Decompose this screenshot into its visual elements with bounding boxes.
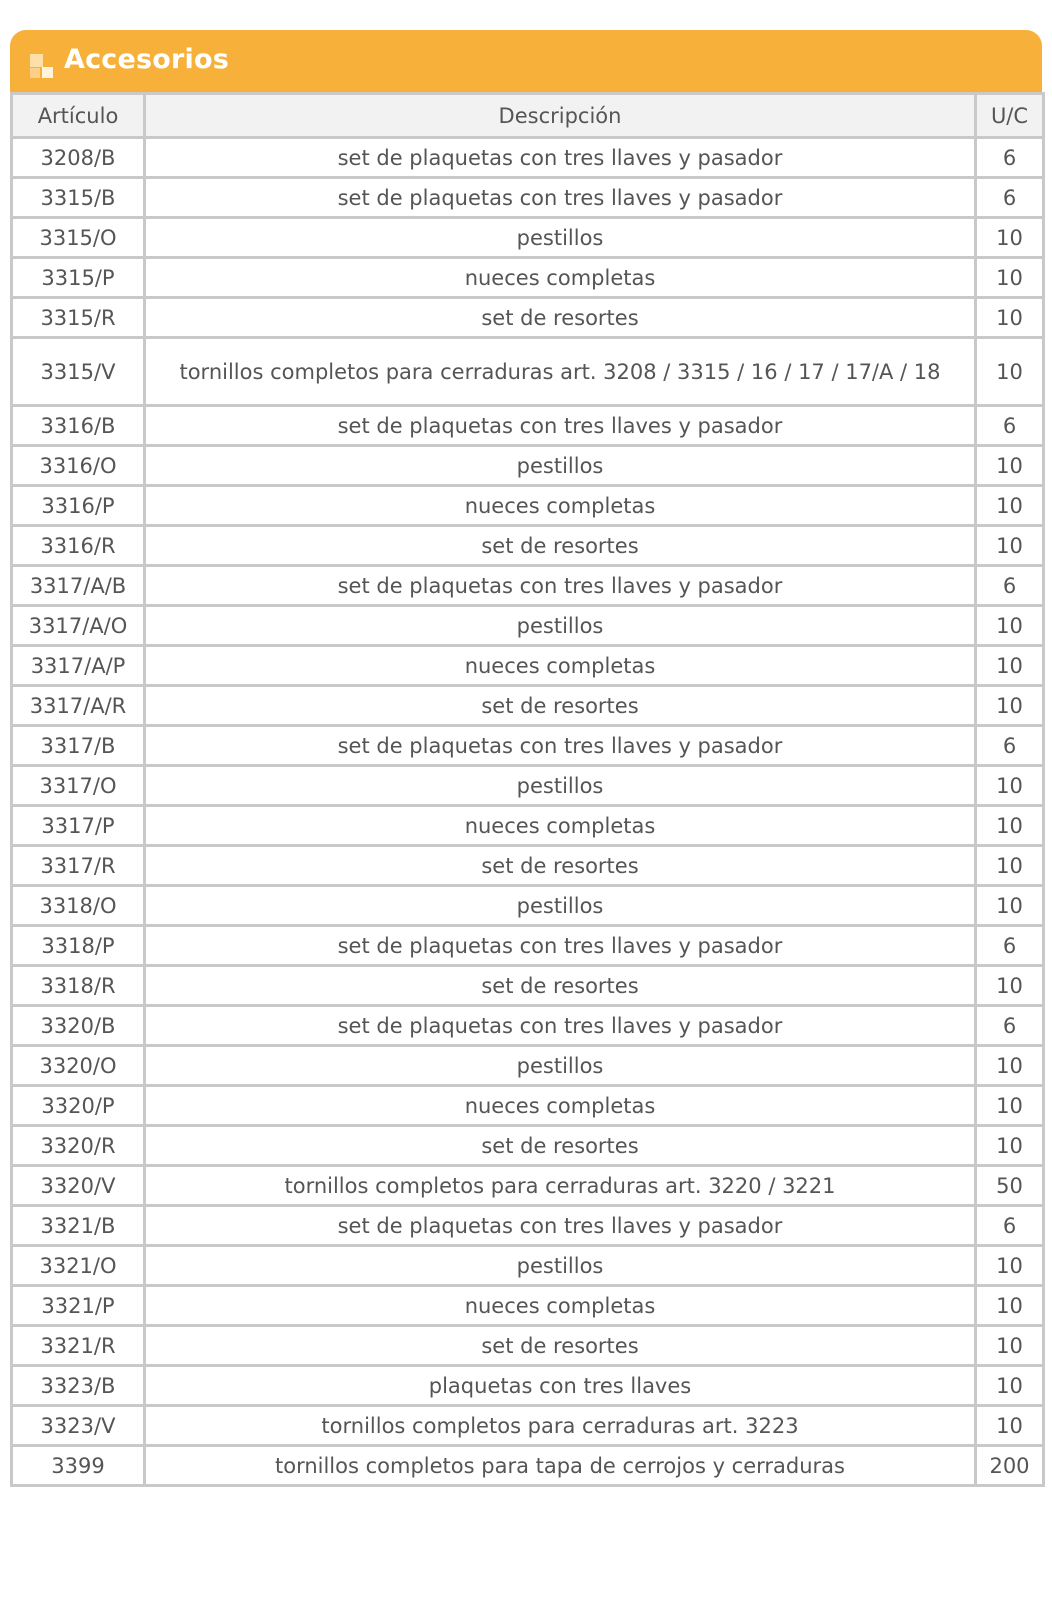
cell-articulo: 3315/B: [12, 178, 145, 218]
cell-articulo: 3208/B: [12, 138, 145, 178]
cell-articulo: 3316/P: [12, 486, 145, 526]
cell-articulo: 3320/B: [12, 1006, 145, 1046]
cell-articulo: 3321/B: [12, 1206, 145, 1246]
cell-uc: 6: [976, 926, 1044, 966]
table-row: [12, 1086, 1044, 1126]
cell-uc: 6: [976, 406, 1044, 446]
cell-articulo: 3318/R: [12, 966, 145, 1006]
table-row: [12, 646, 1044, 686]
cell-articulo: 3317/R: [12, 846, 145, 886]
table-row: [12, 178, 1044, 218]
table-row: [12, 338, 1044, 406]
cell-uc: 6: [976, 726, 1044, 766]
cell-descripcion: set de plaquetas con tres llaves y pasador: [145, 726, 976, 766]
cell-descripcion: set de plaquetas con tres llaves y pasador: [145, 138, 976, 178]
cell-descripcion: pestillos: [145, 446, 976, 486]
cell-articulo: 3317/B: [12, 726, 145, 766]
cell-uc: 6: [976, 1206, 1044, 1246]
cell-articulo: 3315/P: [12, 258, 145, 298]
cell-articulo: 3317/A/R: [12, 686, 145, 726]
table-row: [12, 1326, 1044, 1366]
cell-descripcion: tornillos completos para cerraduras art. 3208 / 3315 / 16 / 17 / 17/A / 18: [145, 338, 976, 406]
cell-articulo: 3321/P: [12, 1286, 145, 1326]
cell-uc: 10: [976, 1366, 1044, 1406]
cell-uc: 6: [976, 138, 1044, 178]
cell-uc: 10: [976, 1086, 1044, 1126]
cell-articulo: 3318/O: [12, 886, 145, 926]
cell-descripcion: nueces completas: [145, 806, 976, 846]
table-row: [12, 806, 1044, 846]
cell-uc: 10: [976, 258, 1044, 298]
cell-descripcion: plaquetas con tres llaves: [145, 1366, 976, 1406]
cell-uc: 10: [976, 526, 1044, 566]
table-row: [12, 1206, 1044, 1246]
cell-articulo: 3316/B: [12, 406, 145, 446]
panel-title: Accesorios: [64, 44, 230, 75]
cell-descripcion: pestillos: [145, 606, 976, 646]
table-row: [12, 1166, 1044, 1206]
cell-articulo: 3316/R: [12, 526, 145, 566]
cell-descripcion: set de plaquetas con tres llaves y pasador: [145, 1206, 976, 1246]
cell-uc: 10: [976, 1286, 1044, 1326]
column-header-descripcion: Descripción: [145, 94, 976, 138]
cell-uc: 10: [976, 806, 1044, 846]
column-header-uc: U/C: [976, 94, 1044, 138]
cell-articulo: 3323/V: [12, 1406, 145, 1446]
cell-uc: 10: [976, 646, 1044, 686]
table-row: [12, 966, 1044, 1006]
cell-descripcion: set de resortes: [145, 966, 976, 1006]
cell-articulo: 3315/R: [12, 298, 145, 338]
table-row: [12, 886, 1044, 926]
cell-descripcion: tornillos completos para cerraduras art. 3223: [145, 1406, 976, 1446]
table-row: [12, 1286, 1044, 1326]
table-row: [12, 1366, 1044, 1406]
cell-articulo: 3320/O: [12, 1046, 145, 1086]
cell-descripcion: nueces completas: [145, 486, 976, 526]
cell-descripcion: set de plaquetas con tres llaves y pasador: [145, 566, 976, 606]
cell-descripcion: pestillos: [145, 766, 976, 806]
cell-uc: 6: [976, 178, 1044, 218]
cell-articulo: 3320/R: [12, 1126, 145, 1166]
table-row: [12, 1406, 1044, 1446]
cell-uc: 6: [976, 1006, 1044, 1046]
cell-descripcion: tornillos completos para tapa de cerrojos y cerraduras: [145, 1446, 976, 1486]
cell-uc: 6: [976, 566, 1044, 606]
cell-descripcion: nueces completas: [145, 1286, 976, 1326]
cell-descripcion: nueces completas: [145, 646, 976, 686]
cell-articulo: 3315/O: [12, 218, 145, 258]
table-row: [12, 218, 1044, 258]
table-row: [12, 486, 1044, 526]
cell-articulo: 3320/V: [12, 1166, 145, 1206]
table-header-row: [12, 94, 1044, 138]
accesorios-panel: [10, 30, 1042, 1487]
cell-uc: 10: [976, 606, 1044, 646]
table-row: [12, 566, 1044, 606]
cell-descripcion: pestillos: [145, 218, 976, 258]
cell-uc: 10: [976, 966, 1044, 1006]
cell-uc: 10: [976, 1046, 1044, 1086]
panel-header: [10, 30, 1042, 92]
table-body: [12, 138, 1044, 1486]
cell-articulo: 3318/P: [12, 926, 145, 966]
cell-uc: 10: [976, 298, 1044, 338]
cell-uc: 10: [976, 1246, 1044, 1286]
cell-uc: 10: [976, 486, 1044, 526]
cell-descripcion: pestillos: [145, 1246, 976, 1286]
cell-articulo: 3321/O: [12, 1246, 145, 1286]
cell-uc: 10: [976, 218, 1044, 258]
cell-descripcion: pestillos: [145, 1046, 976, 1086]
cell-descripcion: nueces completas: [145, 258, 976, 298]
cell-uc: 200: [976, 1446, 1044, 1486]
cell-articulo: 3317/A/B: [12, 566, 145, 606]
cell-uc: 10: [976, 1406, 1044, 1446]
table-row: [12, 526, 1044, 566]
cell-uc: 50: [976, 1166, 1044, 1206]
cell-articulo: 3317/P: [12, 806, 145, 846]
cell-uc: 10: [976, 886, 1044, 926]
table-row: [12, 926, 1044, 966]
table-row: [12, 1006, 1044, 1046]
cell-uc: 10: [976, 846, 1044, 886]
cell-articulo: 3321/R: [12, 1326, 145, 1366]
cell-uc: 10: [976, 1126, 1044, 1166]
cell-descripcion: set de resortes: [145, 686, 976, 726]
table-row: [12, 1246, 1044, 1286]
cell-uc: 10: [976, 446, 1044, 486]
table-row: [12, 1446, 1044, 1486]
cell-articulo: 3317/A/O: [12, 606, 145, 646]
table-row: [12, 606, 1044, 646]
table-row: [12, 298, 1044, 338]
cell-articulo: 3320/P: [12, 1086, 145, 1126]
column-header-articulo: Artículo: [12, 94, 145, 138]
cell-descripcion: set de resortes: [145, 1126, 976, 1166]
table-row: [12, 1126, 1044, 1166]
table-row: [12, 846, 1044, 886]
squares-icon: [30, 54, 54, 78]
cell-uc: 10: [976, 766, 1044, 806]
cell-descripcion: set de resortes: [145, 526, 976, 566]
table-row: [12, 1046, 1044, 1086]
cell-articulo: 3317/A/P: [12, 646, 145, 686]
cell-uc: 10: [976, 1326, 1044, 1366]
cell-descripcion: tornillos completos para cerraduras art. 3220 / 3221: [145, 1166, 976, 1206]
cell-uc: 10: [976, 338, 1044, 406]
cell-articulo: 3315/V: [12, 338, 145, 406]
cell-descripcion: nueces completas: [145, 1086, 976, 1126]
cell-articulo: 3317/O: [12, 766, 145, 806]
cell-articulo: 3399: [12, 1446, 145, 1486]
cell-descripcion: set de resortes: [145, 298, 976, 338]
cell-articulo: 3316/O: [12, 446, 145, 486]
table-row: [12, 766, 1044, 806]
table-row: [12, 406, 1044, 446]
table-row: [12, 138, 1044, 178]
table-row: [12, 686, 1044, 726]
accessories-table: [10, 92, 1045, 1487]
cell-descripcion: pestillos: [145, 886, 976, 926]
cell-uc: 10: [976, 686, 1044, 726]
cell-articulo: 3323/B: [12, 1366, 145, 1406]
table-row: [12, 258, 1044, 298]
cell-descripcion: set de plaquetas con tres llaves y pasador: [145, 926, 976, 966]
cell-descripcion: set de plaquetas con tres llaves y pasador: [145, 406, 976, 446]
cell-descripcion: set de resortes: [145, 1326, 976, 1366]
table-row: [12, 726, 1044, 766]
table-row: [12, 446, 1044, 486]
cell-descripcion: set de resortes: [145, 846, 976, 886]
cell-descripcion: set de plaquetas con tres llaves y pasador: [145, 178, 976, 218]
cell-descripcion: set de plaquetas con tres llaves y pasador: [145, 1006, 976, 1046]
